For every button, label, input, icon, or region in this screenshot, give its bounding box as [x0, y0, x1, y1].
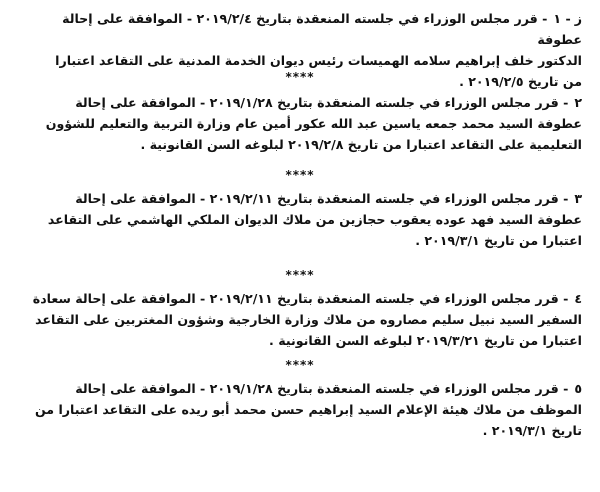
decision-number: ٤: [574, 291, 582, 306]
decision-line: من تاريخ ٢٠١٩/٢/٥ .: [459, 74, 582, 89]
separator: ****: [285, 168, 315, 182]
decision-line: عطوفة السيد محمد جمعه ياسين عبد الله عكور أمين عام وزارة التربية والتعليم للشؤون: [45, 116, 582, 131]
decision-line: ٥- قرر مجلس الوزراء في جلسته المنعقدة بتاريخ ٢٠١٩/١/٢٨ - الموافقة على إحالة: [75, 381, 582, 396]
separator: ****: [285, 358, 315, 372]
separator: ****: [285, 268, 315, 282]
decision-line: التعليمية على التقاعد اعتبارا من تاريخ ٢٠١٩/٢/٨ لبلوغه السن القانونية .: [140, 137, 582, 152]
decision-item-5: [22, 378, 582, 441]
decision-item-4: [22, 288, 582, 351]
decision-line: عطوفة السيد فهد عوده يعقوب حجازين من ملاك الديوان الملكي الهاشمي على التقاعد: [47, 212, 582, 227]
decision-line: ز- ١- قرر مجلس الوزراء في جلسته المنعقدة بتاريخ ٢٠١٩/٢/٤ - الموافقة على إحالة عطوفة: [62, 11, 582, 47]
decision-line: اعتبارا من تاريخ ٢٠١٩/٣/٢١ لبلوغه السن القانونية .: [269, 333, 582, 348]
decision-number: ٢: [574, 95, 582, 110]
decision-line: ٣- قرر مجلس الوزراء في جلسته المنعقدة بتاريخ ٢٠١٩/٢/١١ - الموافقة على إحالة: [75, 191, 582, 206]
decision-item-2: [22, 92, 582, 155]
decision-text: قرر مجلس الوزراء في جلسته المنعقدة بتاريخ ٢٠١٩/١/٢٨ - الموافقة على إحالة: [75, 381, 559, 396]
separator: ****: [285, 70, 315, 84]
decision-item-3: [22, 188, 582, 251]
decision-line: تاريخ ٢٠١٩/٣/١ .: [482, 423, 582, 438]
section-letter: ز: [574, 11, 582, 26]
decision-line: ٢- قرر مجلس الوزراء في جلسته المنعقدة بتاريخ ٢٠١٩/١/٢٨ - الموافقة على إحالة: [75, 95, 582, 110]
decision-line: الدكتور خلف إبراهيم سلامه الهميسات رئيس ديوان الخدمة المدنية على التقاعد اعتبارا: [55, 53, 582, 68]
decision-number: ٣: [574, 191, 582, 206]
decision-line: السفير السيد نبيل سليم مصاروه من ملاك وزارة الخارجية وشؤون المغتربين على التقاعد: [35, 312, 582, 327]
decision-text: قرر مجلس الوزراء في جلسته المنعقدة بتاريخ ٢٠١٩/٢/١١ - الموافقة على إحالة سعادة: [32, 291, 559, 306]
decision-line: اعتبارا من تاريخ ٢٠١٩/٣/١ .: [415, 233, 582, 248]
decision-number: ٥: [574, 381, 582, 396]
decision-line: الموظف من ملاك هيئة الإعلام السيد إبراهيم حسن محمد أبو ريده على التقاعد اعتبارا من: [34, 402, 582, 417]
decision-line: ٤- قرر مجلس الوزراء في جلسته المنعقدة بتاريخ ٢٠١٩/٢/١١ - الموافقة على إحالة سعادة: [32, 291, 582, 306]
decision-text: قرر مجلس الوزراء في جلسته المنعقدة بتاريخ ٢٠١٩/١/٢٨ - الموافقة على إحالة: [75, 95, 559, 110]
decision-text: قرر مجلس الوزراء في جلسته المنعقدة بتاريخ ٢٠١٩/٢/٤ - الموافقة على إحالة عطوفة: [62, 11, 582, 47]
decision-text: قرر مجلس الوزراء في جلسته المنعقدة بتاريخ ٢٠١٩/٢/١١ - الموافقة على إحالة: [75, 191, 559, 206]
decision-number: ١: [553, 11, 562, 26]
